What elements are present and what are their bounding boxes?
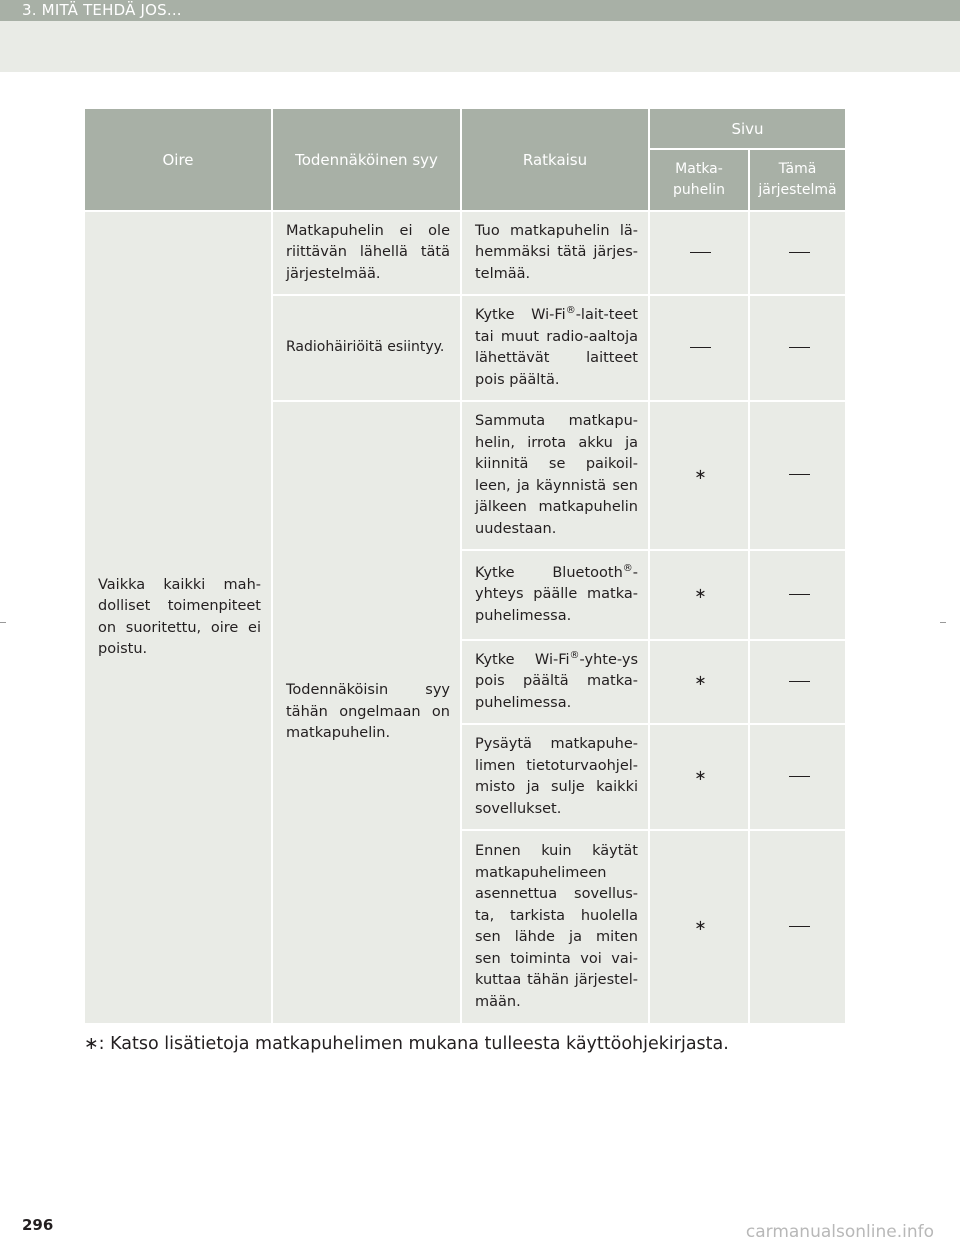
solution-text-pre: Kytke Wi-Fi xyxy=(475,651,570,668)
cause-cell: Radiohäiriöitä esiintyy. xyxy=(272,295,461,401)
cause-cell: Matkapuhelin ei ole riittävän lähellä tätä järjestelmää. xyxy=(272,211,461,295)
solution-cell xyxy=(461,295,649,401)
solution-text-post: -lait-teet tai muut radio-aaltoja lähettävät laitteet pois päältä. xyxy=(475,307,638,388)
page-phone-cell xyxy=(649,295,749,401)
symptom-cell: Vaikka kaikki mah-dolliset toimenpiteet on suoritettu, oire ei poistu. xyxy=(84,211,272,1024)
page-phone-cell xyxy=(649,211,749,295)
troubleshooting-table xyxy=(83,107,847,1025)
header-page-phone: Matka- puhelin xyxy=(649,149,749,211)
crop-mark-left xyxy=(0,622,6,623)
table-row xyxy=(84,211,846,295)
page-system-cell xyxy=(749,550,846,640)
crop-mark-right xyxy=(940,622,946,623)
page-system-cell xyxy=(749,640,846,724)
header-cause: Todennäköinen syy xyxy=(272,108,461,211)
page-number: 296 xyxy=(22,1216,54,1234)
section-title: 3. MITÄ TEHDÄ JOS... xyxy=(22,1,182,19)
dash-mark xyxy=(789,681,810,682)
dash-mark xyxy=(789,347,810,348)
dash-mark xyxy=(789,474,810,475)
header-solution: Ratkaisu xyxy=(461,108,649,211)
page-system-cell xyxy=(749,401,846,550)
solution-cell xyxy=(461,640,649,724)
registered-mark: ® xyxy=(569,649,580,661)
solution-cell: Pysäytä matkapuhe-limen tietoturvaohjel-misto ja sulje kaikki sovellukset. xyxy=(461,724,649,830)
page-phone-cell: ∗ xyxy=(649,640,749,724)
page-system-cell xyxy=(749,295,846,401)
page-phone-cell: ∗ xyxy=(649,550,749,640)
header-page: Sivu xyxy=(649,108,846,149)
dash-mark xyxy=(789,252,810,253)
dash-mark xyxy=(690,347,711,348)
watermark: carmanualsonline.info xyxy=(745,1222,934,1242)
solution-text-pre: Kytke Bluetooth xyxy=(475,564,623,581)
dash-mark xyxy=(789,594,810,595)
header-page-system: Tämä järjestelmä xyxy=(749,149,846,211)
header-symptom: Oire xyxy=(84,108,272,211)
dash-mark xyxy=(690,252,711,253)
page-phone-cell: ∗ xyxy=(649,401,749,550)
footnote: ∗: Katso lisätietoja matkapuhelimen mukana tulleesta käyttöohjekirjasta. xyxy=(84,1034,729,1054)
header-bar xyxy=(0,0,960,21)
solution-cell: Sammuta matkapu-helin, irrota akku ja kiinnitä se paikoil-leen, ja käynnistä sen jälkeen matkapuhelin uudestaan. xyxy=(461,401,649,550)
page-system-cell xyxy=(749,724,846,830)
cause-cell: Todennäköisin syy tähän ongelmaan on matkapuhelin. xyxy=(272,401,461,1024)
dash-mark xyxy=(789,776,810,777)
registered-mark: ® xyxy=(565,305,576,317)
dash-mark xyxy=(789,926,810,927)
page-system-cell xyxy=(749,830,846,1024)
solution-text-post: -yhte-ys pois päältä matka-puhelimessa. xyxy=(475,651,638,711)
solution-cell xyxy=(461,550,649,640)
solution-text-pre: Kytke Wi-Fi xyxy=(475,307,566,323)
registered-mark: ® xyxy=(622,562,633,574)
solution-text-post: -yhteys päälle matka-puhelimessa. xyxy=(475,564,638,624)
page-phone-cell: ∗ xyxy=(649,724,749,830)
solution-cell: Tuo matkapuhelin lä-hemmäksi tätä järjes-telmää. xyxy=(461,211,649,295)
page-phone-cell: ∗ xyxy=(649,830,749,1024)
page-system-cell xyxy=(749,211,846,295)
solution-cell: Ennen kuin käytät matkapuhelimeen asennettua sovellus-ta, tarkista huolella sen lähde ja miten sen toiminta voi vai-kuttaa tähän järjestel-mään. xyxy=(461,830,649,1024)
